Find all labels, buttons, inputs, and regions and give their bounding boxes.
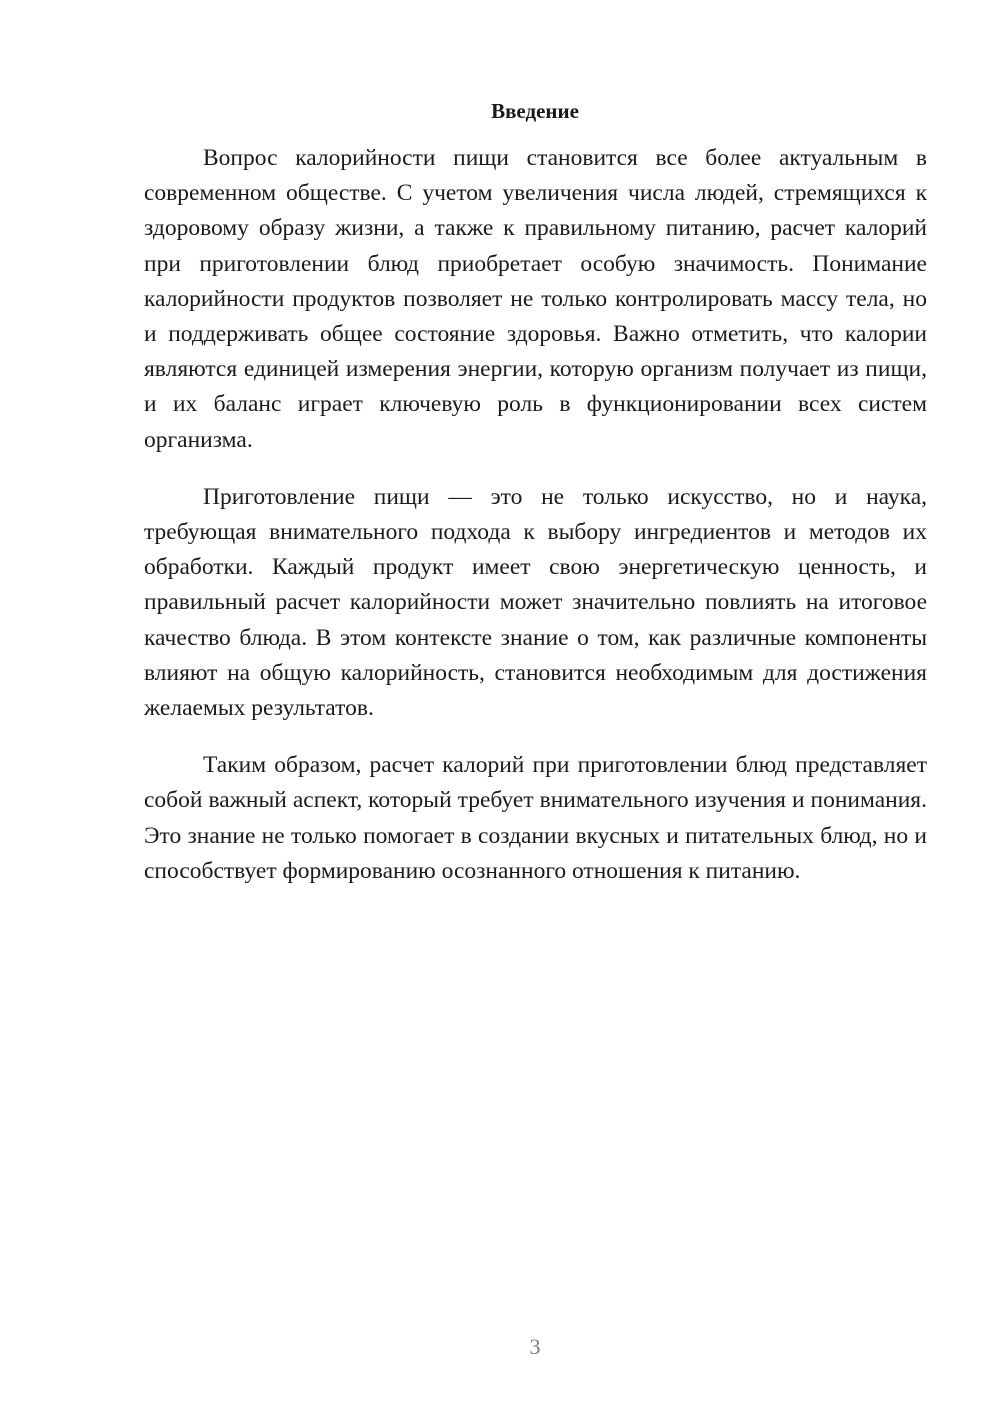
page-number: 3 xyxy=(529,1334,541,1359)
paragraph-1: Вопрос калорийности пищи становится все более актуальным в современном обществе. С учетом увеличения числа людей, стремящихся к здоровому образу жизни, а также к правильному питанию, расчет калорий при приготовлении блюд приобретает особую значимость. Понимание калорийности продуктов позволяет не только контролировать массу тела, но и поддерживать общее состояние здоровья. Важно отметить, что калории являются единицей измерения энергии, которую организм получает из пищи, и их баланс играет ключевую роль в функционировании всех систем организма. xyxy=(144,145,927,453)
body-text xyxy=(144,141,927,911)
paragraph-3: Таким образом, расчет калорий при приготовлении блюд представляет собой важный аспект, который требует внимательного изучения и понимания. Это знание не только помогает в создании вкусных и питательных блюд, но и способствует формированию осознанного отношения к питанию. xyxy=(144,752,927,884)
section-heading: Введение xyxy=(491,99,579,123)
paragraph-2: Приготовление пищи — это не только искусство, но и наука, требующая внимательного подхода к выбору ингредиентов и методов их обработки. Каждый продукт имеет свою энергетическую ценность, и правильный расчет калорийности может значительно повлиять на итоговое качество блюда. В этом контексте знание о том, как различные компоненты влияют на общую калорийность, становится необходимым для достижения желаемых результатов. xyxy=(144,483,927,722)
